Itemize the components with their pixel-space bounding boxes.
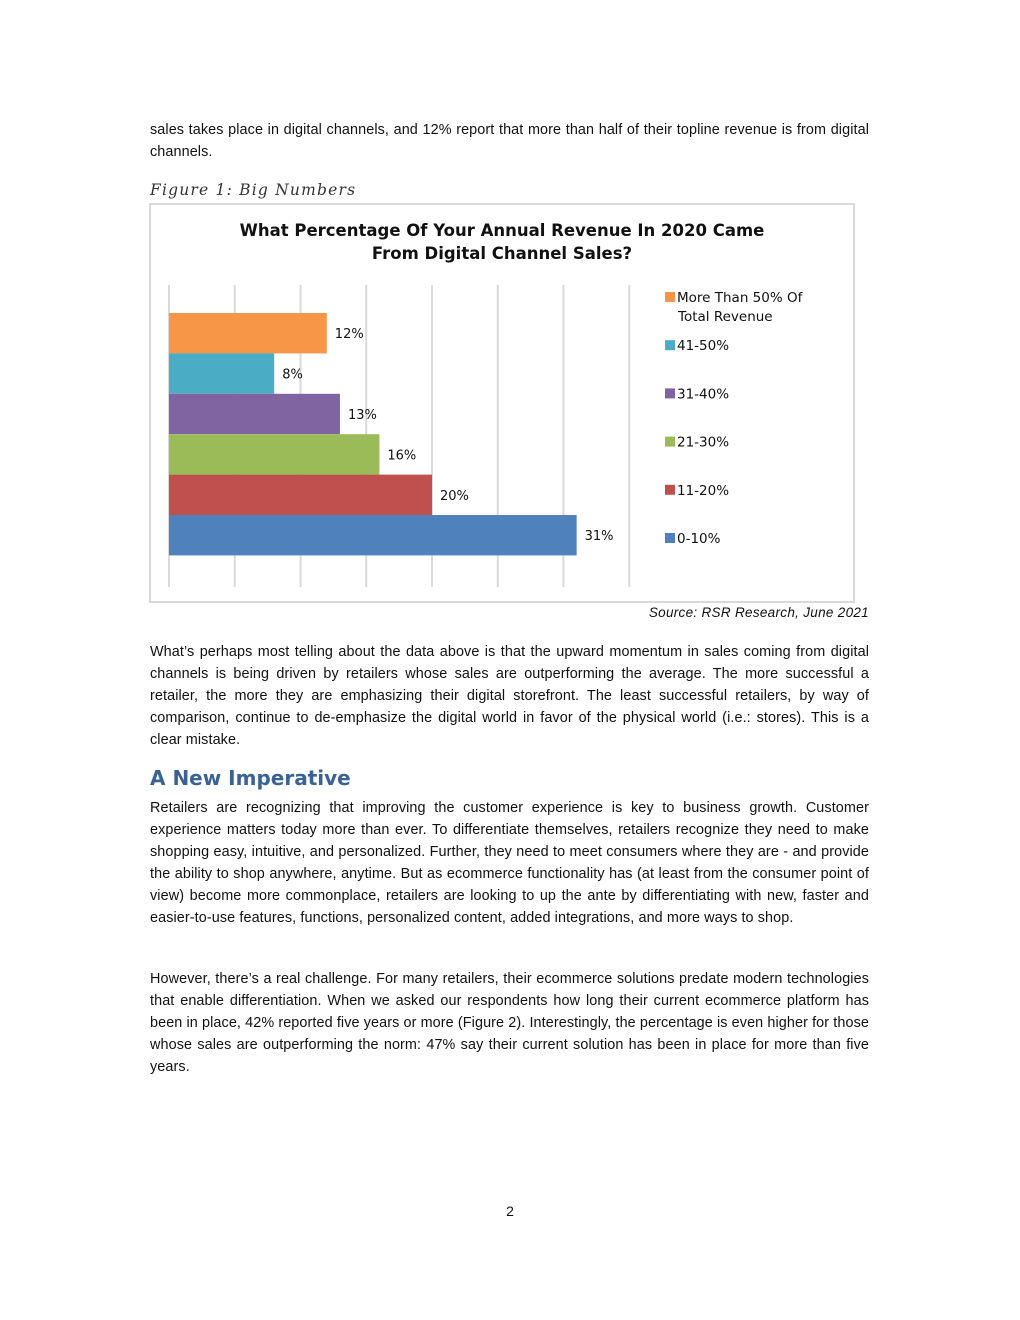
bar	[169, 515, 577, 555]
section-heading: A New Imperative	[150, 766, 351, 790]
legend-label: More Than 50% Of	[677, 290, 803, 306]
paragraph-2: What’s perhaps most telling about the data above is that the upward momentum in sales coming from digital channels is being driven by retailers whose sales are outperforming the average. The more successful a retailer, the more they are emphasizing their digital storefront. The least successful retailers, by way of comparison, continue to de-emphasize the digital world in favor of the physical world (i.e.: stores). This is a clear mistake.	[150, 644, 869, 748]
legend-label: 21-30%	[677, 434, 730, 451]
legend-label: 11-20%	[677, 482, 730, 499]
bar	[169, 475, 432, 515]
legend-label: Total Revenue	[678, 309, 773, 325]
bar-value-label: 13%	[347, 408, 377, 423]
bar	[169, 394, 340, 434]
bar-value-label: 16%	[387, 448, 417, 464]
intro-paragraph: sales takes place in digital channels, and 12% report that more than half of their topline revenue is from digital channels.	[150, 122, 869, 160]
legend-label: 0-10%	[677, 531, 721, 547]
bar	[169, 313, 327, 353]
page-number: 2	[506, 1203, 514, 1219]
paragraph-3: Retailers are recognizing that improving the customer experience is key to business growth. Customer experience matters today more than ever. To differentiate themselves, retailers recognize they need to make shopping easy, intuitive, and personalized. Further, they need to meet consumers where they are - and provide the ability to shop anywhere, anytime. But as ecommerce functionality has (at least from the consumer point of view) become more commonplace, retailers are looking to up the ante by differentiating with new, faster and easier-to-use features, functions, personalized content, added integrations, and more ways to shop.	[150, 800, 869, 926]
paragraph-4: However, there’s a real challenge. For many retailers, their ecommerce solutions predate modern technologies that enable differentiation. When we asked our respondents how long their current ecommerce platform has been in place, 42% reported five years or more (Figure 2). Interestingly, the percentage is even higher for those whose sales are outperforming the norm: 47% say their current solution has been in place for more than five years.	[150, 971, 869, 1075]
bar-value-label: 20%	[440, 488, 469, 504]
legend-swatch	[665, 388, 675, 398]
chart-title-line-1: What Percentage Of Your Annual Revenue In 2020 Came	[239, 221, 765, 240]
legend-label: 41-50%	[677, 338, 730, 355]
chart-source: Source: RSR Research, June 2021	[648, 605, 869, 620]
chart-container	[149, 203, 855, 603]
figure-caption: Figure 1: Big Numbers	[150, 181, 357, 199]
legend-label: 31-40%	[677, 386, 730, 403]
legend-swatch	[665, 292, 675, 302]
chart-title-line-2: From Digital Channel Sales?	[371, 244, 633, 263]
legend-swatch	[665, 485, 675, 495]
bar	[169, 353, 274, 393]
legend-swatch	[665, 340, 675, 350]
bar	[169, 434, 379, 474]
chart-bars	[169, 313, 614, 555]
bar-value-label: 8%	[282, 367, 303, 383]
bar-value-label: 31%	[584, 529, 614, 545]
legend-swatch	[665, 437, 675, 447]
bar-chart	[151, 205, 853, 601]
chart-legend	[665, 290, 804, 547]
legend-swatch	[665, 533, 675, 543]
bar-value-label: 12%	[334, 327, 364, 343]
